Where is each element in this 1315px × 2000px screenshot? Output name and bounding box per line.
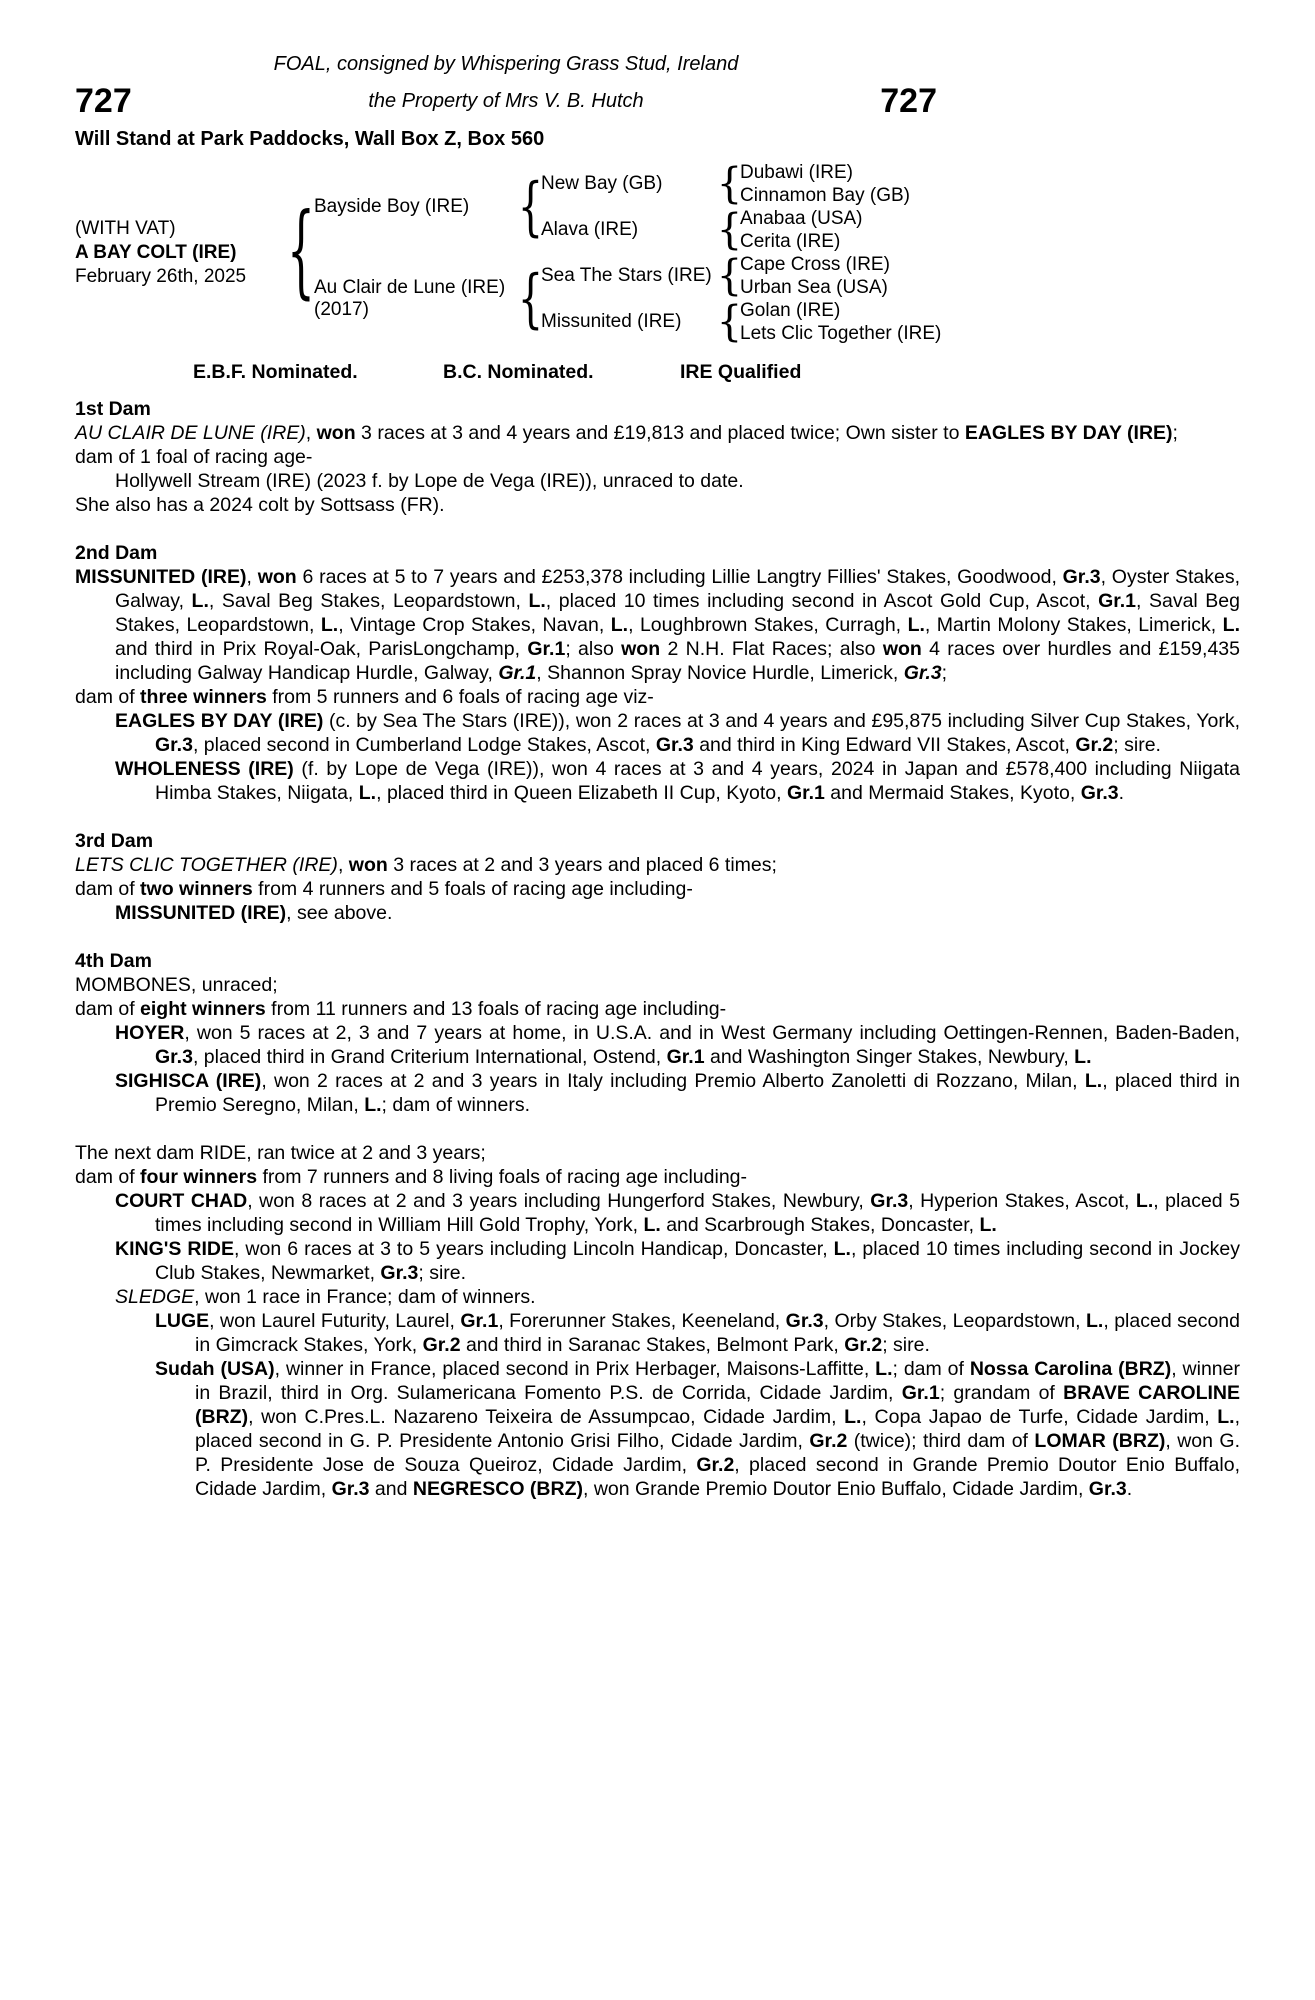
text-run: , Vintage Crop Stakes, Navan, bbox=[338, 614, 611, 636]
horse-name: A BAY COLT (IRE) bbox=[75, 242, 237, 263]
page-header bbox=[75, 52, 937, 151]
text-run: L. bbox=[643, 1214, 661, 1236]
text-run: L. bbox=[979, 1214, 997, 1236]
text-run: LETS CLIC TOGETHER (IRE) bbox=[75, 854, 338, 876]
text-run: Gr.1 bbox=[527, 638, 566, 660]
text-run: , placed third in Premio Seregno, Milan, bbox=[155, 1070, 1240, 1116]
text-run: Gr.2 bbox=[696, 1454, 735, 1476]
text-run: , bbox=[305, 422, 317, 444]
text-paragraph bbox=[75, 1309, 1240, 1357]
text-run: L. bbox=[1084, 1070, 1103, 1092]
text-run: , won Laurel Futurity, Laurel, bbox=[209, 1310, 461, 1332]
text-run: Gr.3 bbox=[785, 1310, 824, 1332]
text-run: L. bbox=[364, 1094, 382, 1116]
sire-sire-sire-name: Dubawi (IRE) bbox=[740, 161, 853, 183]
text-run: Gr.3 bbox=[870, 1190, 909, 1212]
lot-number-right: 727 bbox=[880, 82, 937, 120]
text-run: dam of bbox=[75, 998, 141, 1020]
text-run: Gr.2 bbox=[422, 1334, 461, 1356]
text-run: , placed third in Queen Elizabeth II Cup, Kyoto, bbox=[376, 782, 787, 804]
text-run: won bbox=[621, 638, 661, 660]
text-run: (f. by Lope de Vega (IRE)), won 4 races at 3 and 4 years, 2024 in Japan and £578,400 including Niigata Himba Stakes, Niigata, bbox=[155, 758, 1240, 804]
text-run: HOYER bbox=[115, 1022, 185, 1044]
text-run: L. bbox=[358, 782, 377, 804]
text-run: dam of 1 foal of racing age- bbox=[75, 446, 313, 468]
text-run: and bbox=[369, 1478, 413, 1500]
dam-sire-name: Sea The Stars (IRE) bbox=[541, 265, 712, 286]
text-run: Gr.3 bbox=[331, 1478, 370, 1500]
text-run: L. bbox=[875, 1358, 893, 1380]
text-run: , won 5 races at 2, 3 and 7 years at home, in U.S.A. and in West Germany including Oettingen-Rennen, Baden-Baden, bbox=[184, 1022, 1240, 1044]
text-run: , Oyster Stakes, Galway, bbox=[115, 566, 1240, 612]
lot-row bbox=[75, 80, 937, 122]
text-run: and Washington Singer Stakes, Newbury, bbox=[704, 1046, 1075, 1068]
text-run: AU CLAIR DE LUNE (IRE) bbox=[75, 422, 306, 444]
sire-name: Bayside Boy (IRE) bbox=[314, 196, 470, 217]
text-run: Gr.2 bbox=[844, 1334, 883, 1356]
text-paragraph bbox=[75, 709, 1240, 757]
text-run: , placed second in G. P. Presidente Antonio Grisi Filho, Cidade Jardim, bbox=[195, 1406, 1241, 1452]
text-run: L. bbox=[528, 590, 546, 612]
nominations-line bbox=[75, 361, 937, 385]
text-run: from 7 runners and 8 living foals of racing age including- bbox=[257, 1166, 747, 1188]
text-run: LOMAR (BRZ) bbox=[1034, 1430, 1166, 1452]
dam-dam-name: Missunited (IRE) bbox=[541, 311, 682, 332]
text-run: Gr.1 bbox=[498, 662, 537, 684]
horse-identity bbox=[75, 161, 288, 345]
text-run: L. bbox=[833, 1238, 851, 1260]
text-paragraph bbox=[75, 421, 1240, 445]
text-run: four winners bbox=[140, 1166, 258, 1188]
text-run: three winners bbox=[140, 686, 267, 708]
text-run: ; bbox=[1172, 422, 1178, 444]
sire-dam-sire-name: Anabaa (USA) bbox=[740, 207, 863, 229]
sire-dam-brace-icon bbox=[719, 207, 740, 253]
foaling-date: February 26th, 2025 bbox=[75, 266, 247, 287]
text-run: eight winners bbox=[140, 998, 266, 1020]
text-run: MOMBONES, unraced; bbox=[75, 974, 278, 996]
text-run: dam of bbox=[75, 686, 141, 708]
text-run: , Saval Beg Stakes, Leopardstown, bbox=[208, 590, 529, 612]
text-run: , Copa Japao de Turfe, Cidade Jardim, bbox=[861, 1406, 1218, 1428]
text-run: She also has a 2024 colt by Sottsass (FR). bbox=[75, 494, 445, 516]
text-run: 3 races at 3 and 4 years and £19,813 and placed twice; Own sister to bbox=[355, 422, 965, 444]
text-run: , placed second in Grande Premio Doutor Enio Buffalo, Cidade Jardim, bbox=[195, 1454, 1240, 1500]
text-run: Gr.1 bbox=[1098, 590, 1137, 612]
text-run: from 5 runners and 6 foals of racing age viz- bbox=[266, 686, 654, 708]
text-run: , Orby Stakes, Leopardstown, bbox=[823, 1310, 1087, 1332]
bc-nomination: B.C. Nominated. bbox=[443, 361, 594, 383]
text-run: , won 2 races at 2 and 3 years in Italy including Premio Alberto Zanoletti di Rozzano, Milan, bbox=[261, 1070, 1085, 1092]
text-run: Gr.3 bbox=[1080, 782, 1119, 804]
text-run: , placed third in Grand Criterium International, Ostend, bbox=[192, 1046, 667, 1068]
text-run: COURT CHAD bbox=[115, 1190, 248, 1212]
ire-qualified: IRE Qualified bbox=[680, 361, 802, 383]
text-run: Gr.3 bbox=[155, 1046, 193, 1068]
pedigree-text bbox=[75, 397, 1240, 1501]
text-run: and Mermaid Stakes, Kyoto, bbox=[824, 782, 1081, 804]
sire-sire-brace-icon bbox=[719, 161, 740, 207]
text-run: Hollywell Stream (IRE) (2023 f. by Lope de Vega (IRE)), unraced to date. bbox=[115, 470, 744, 492]
text-run: and third in Saranac Stakes, Belmont Park, bbox=[460, 1334, 845, 1356]
text-run: from 11 runners and 13 foals of racing age including- bbox=[265, 998, 727, 1020]
text-run: , won 1 race in France; dam of winners. bbox=[194, 1286, 536, 1308]
text-run: L. bbox=[610, 614, 629, 636]
vat-note: (WITH VAT) bbox=[75, 218, 176, 239]
sire-sire-dam-name: Cinnamon Bay (GB) bbox=[740, 184, 911, 206]
text-run: , won 6 races at 3 to 5 years including Lincoln Handicap, Doncaster, bbox=[234, 1238, 834, 1260]
text-run: Gr.3 bbox=[1088, 1478, 1127, 1500]
text-paragraph bbox=[75, 973, 1240, 997]
text-run: , won 8 races at 2 and 3 years including Hungerford Stakes, Newbury, bbox=[247, 1190, 871, 1212]
text-run: L. bbox=[844, 1406, 862, 1428]
text-run: L. bbox=[907, 614, 925, 636]
text-run: L. bbox=[1222, 614, 1241, 636]
text-run: LUGE bbox=[155, 1310, 210, 1332]
text-run: L. bbox=[320, 614, 339, 636]
text-run: BRAVE CAROLINE (BRZ) bbox=[195, 1382, 1241, 1428]
text-run: ; sire. bbox=[1113, 734, 1161, 756]
text-paragraph bbox=[75, 1069, 1240, 1117]
text-run: , placed second in Cumberland Lodge Stakes, Ascot, bbox=[192, 734, 656, 756]
text-run: , won G. P. Presidente Jose de Souza Queiroz, Cidade Jardim, bbox=[195, 1430, 1240, 1476]
text-run: , Saval Beg Stakes, Leopardstown, bbox=[115, 590, 1241, 636]
text-run: SLEDGE bbox=[115, 1286, 195, 1308]
text-run: L. bbox=[1135, 1190, 1154, 1212]
text-run: . bbox=[1126, 1478, 1133, 1500]
text-run: Gr.3 bbox=[155, 734, 193, 756]
text-paragraph bbox=[75, 493, 1240, 517]
pedigree-table bbox=[75, 161, 942, 345]
text-run: and Scarbrough Stakes, Doncaster, bbox=[660, 1214, 980, 1236]
text-run: Gr.1 bbox=[786, 782, 825, 804]
text-run: , placed 10 times including second in Ascot Gold Cup, Ascot, bbox=[545, 590, 1099, 612]
text-paragraph bbox=[75, 685, 1240, 709]
text-run: and third in King Edward VII Stakes, Ascot, bbox=[693, 734, 1076, 756]
text-run: , winner in France, placed second in Prix Herbager, Maisons-Laffitte, bbox=[274, 1358, 876, 1380]
text-run: , bbox=[246, 566, 258, 588]
text-run: , Hyperion Stakes, Ascot, bbox=[908, 1190, 1136, 1212]
text-run: , placed 10 times including second in Jockey Club Stakes, Newmarket, bbox=[155, 1238, 1240, 1284]
section-heading: 3rd Dam bbox=[75, 830, 154, 852]
text-paragraph bbox=[75, 877, 1240, 901]
section-heading: 2nd Dam bbox=[75, 542, 158, 564]
section-heading: 4th Dam bbox=[75, 950, 152, 972]
text-run: , Martin Molony Stakes, Limerick, bbox=[924, 614, 1223, 636]
text-paragraph bbox=[75, 997, 1240, 1021]
text-run: Gr.3 bbox=[903, 662, 942, 684]
text-run: , bbox=[337, 854, 349, 876]
text-paragraph bbox=[75, 1237, 1240, 1285]
text-run: won bbox=[257, 566, 297, 588]
text-paragraph bbox=[75, 757, 1240, 805]
text-run: ; sire. bbox=[418, 1262, 467, 1284]
text-run: , placed 5 times including second in William Hill Gold Trophy, York, bbox=[155, 1190, 1241, 1236]
lot-number-left: 727 bbox=[75, 82, 132, 120]
text-run: Sudah (USA) bbox=[155, 1358, 275, 1380]
text-run: Nossa Carolina (BRZ) bbox=[969, 1358, 1172, 1380]
sire-brace-icon bbox=[520, 161, 541, 253]
text-run: Gr.3 bbox=[1062, 566, 1101, 588]
text-run: Gr.3 bbox=[655, 734, 694, 756]
text-run: , winner in Brazil, third in Org. Sulamericana Fomento P.S. de Corrida, Cidade Jardim, bbox=[195, 1358, 1240, 1404]
text-run: Gr.1 bbox=[460, 1310, 499, 1332]
text-run: (c. by Sea The Stars (IRE)), won 2 races at 3 and 4 years and £95,875 including Silver Cup Stakes, York, bbox=[323, 710, 1240, 732]
text-run: EAGLES BY DAY (IRE) bbox=[115, 710, 324, 732]
text-paragraph bbox=[75, 565, 1240, 685]
dam-sire-brace-icon bbox=[719, 253, 740, 299]
text-run: 2 N.H. Flat Races; also bbox=[660, 638, 883, 660]
sire-sire-name: New Bay (GB) bbox=[541, 173, 663, 194]
text-run: MISSUNITED (IRE) bbox=[75, 566, 247, 588]
text-run: ; also bbox=[565, 638, 622, 660]
text-run: , won Grande Premio Doutor Enio Buffalo, Cidade Jardim, bbox=[582, 1478, 1089, 1500]
sire-dam-name: Alava (IRE) bbox=[541, 219, 639, 240]
text-run: The next dam RIDE, ran twice at 2 and 3 years; bbox=[75, 1142, 486, 1164]
text-run: L. bbox=[1074, 1046, 1092, 1068]
text-run: ; sire. bbox=[882, 1334, 930, 1356]
text-run: dam of bbox=[75, 878, 141, 900]
dam-name: Au Clair de Lune (IRE) bbox=[314, 277, 506, 298]
consignment-line: FOAL, consigned by Whispering Grass Stud, Ireland bbox=[273, 53, 739, 75]
dam-dam-sire-name: Golan (IRE) bbox=[740, 299, 841, 321]
text-run: 4 races over hurdles and £159,435 including Galway Handicap Hurdle, Galway, bbox=[115, 638, 1240, 684]
text-run: Gr.1 bbox=[901, 1382, 940, 1404]
sire-dam-dam-name: Cerita (IRE) bbox=[740, 230, 841, 252]
text-run: L. bbox=[191, 590, 209, 612]
text-run: won bbox=[882, 638, 922, 660]
text-run: WHOLENESS (IRE) bbox=[115, 758, 294, 780]
text-run: won bbox=[348, 854, 388, 876]
text-run: 6 races at 5 to 7 years and £253,378 including Lillie Langtry Fillies' Stakes, Goodwood, bbox=[296, 566, 1063, 588]
text-run: MISSUNITED (IRE) bbox=[115, 902, 287, 924]
text-paragraph bbox=[75, 469, 1240, 493]
text-run: EAGLES BY DAY (IRE) bbox=[964, 422, 1173, 444]
text-run: . bbox=[1118, 782, 1125, 804]
text-run: won bbox=[316, 422, 356, 444]
text-paragraph bbox=[75, 901, 1240, 925]
text-run: Gr.3 bbox=[380, 1262, 419, 1284]
text-run: 3 races at 2 and 3 years and placed 6 times; bbox=[387, 854, 777, 876]
dam-sire-sire-name: Cape Cross (IRE) bbox=[740, 253, 890, 275]
pedigree-main-brace-icon bbox=[288, 161, 314, 345]
text-run: two winners bbox=[140, 878, 253, 900]
text-run: from 4 runners and 5 foals of racing age including- bbox=[252, 878, 693, 900]
property-line: the Property of Mrs V. B. Hutch bbox=[368, 90, 644, 112]
text-run: , Shannon Spray Novice Hurdle, Limerick, bbox=[536, 662, 904, 684]
text-run: dam of bbox=[75, 1166, 141, 1188]
text-paragraph bbox=[75, 1141, 1240, 1165]
text-run: NEGRESCO (BRZ) bbox=[412, 1478, 583, 1500]
text-run: , placed second in Gimcrack Stakes, York, bbox=[195, 1310, 1240, 1356]
text-run: ; bbox=[941, 662, 948, 684]
stand-location-line: Will Stand at Park Paddocks, Wall Box Z, Box 560 bbox=[75, 128, 545, 150]
text-run: , see above. bbox=[286, 902, 393, 924]
text-run: and third in Prix Royal-Oak, ParisLongchamp, bbox=[115, 638, 528, 660]
text-paragraph bbox=[75, 1285, 1240, 1309]
text-run: (twice); third dam of bbox=[847, 1430, 1035, 1452]
text-run: , won C.Pres.L. Nazareno Teixeira de Assumpcao, Cidade Jardim, bbox=[248, 1406, 845, 1428]
section-heading: 1st Dam bbox=[75, 398, 151, 420]
text-paragraph bbox=[75, 445, 1240, 469]
text-run: , Forerunner Stakes, Keeneland, bbox=[498, 1310, 786, 1332]
text-run: L. bbox=[1086, 1310, 1104, 1332]
dam-dam-dam-name: Lets Clic Together (IRE) bbox=[740, 322, 942, 344]
text-run: Gr.2 bbox=[809, 1430, 848, 1452]
dam-dam-brace-icon bbox=[719, 299, 740, 345]
text-paragraph bbox=[75, 1021, 1240, 1069]
dam-foaling-year: (2017) bbox=[314, 299, 369, 320]
text-run: ; dam of bbox=[892, 1358, 970, 1380]
text-run: Gr.2 bbox=[1075, 734, 1114, 756]
ebf-nomination: E.B.F. Nominated. bbox=[193, 361, 358, 383]
text-run: , Loughbrown Stakes, Curragh, bbox=[628, 614, 908, 636]
dam-block bbox=[314, 253, 520, 345]
text-run: L. bbox=[1217, 1406, 1235, 1428]
text-run: ; dam of winners. bbox=[381, 1094, 531, 1116]
text-run: KING'S RIDE bbox=[115, 1238, 234, 1260]
dam-brace-icon bbox=[520, 253, 541, 345]
text-run: Gr.1 bbox=[666, 1046, 705, 1068]
text-paragraph bbox=[75, 853, 1240, 877]
text-run: SIGHISCA (IRE) bbox=[115, 1070, 262, 1092]
text-run: ; grandam of bbox=[939, 1382, 1064, 1404]
dam-sire-dam-name: Urban Sea (USA) bbox=[740, 276, 888, 298]
text-paragraph bbox=[75, 1189, 1240, 1237]
text-paragraph bbox=[75, 1165, 1240, 1189]
text-paragraph bbox=[75, 1357, 1240, 1501]
